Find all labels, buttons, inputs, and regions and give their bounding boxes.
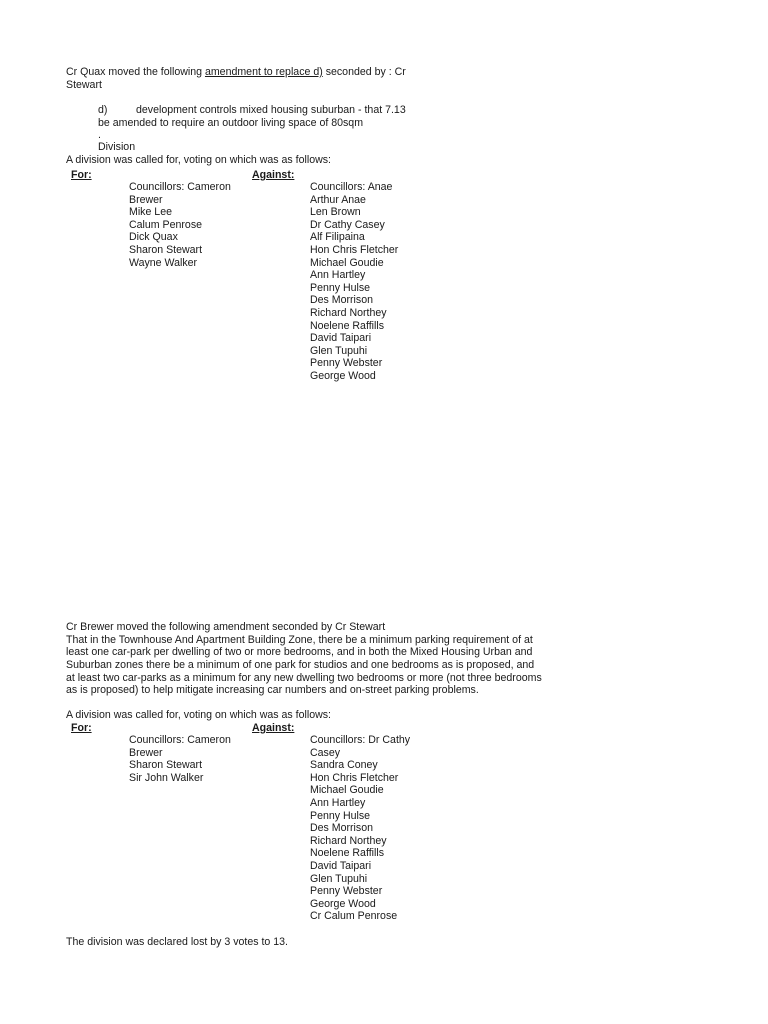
for-voter: Brewer — [129, 193, 163, 206]
motion-2-line: least one car-park per dwelling of two or more bedrooms, and in both the Mixed Housing Urban and — [66, 646, 533, 659]
motion-2-line: Cr Brewer moved the following amendment seconded by Cr Stewart — [66, 621, 386, 633]
against-label-2: Against: — [252, 722, 295, 734]
motion-1-line-1 — [66, 66, 406, 79]
for-voter: Councillors: Cameron — [129, 734, 231, 746]
against-voter: Len Brown — [310, 206, 361, 219]
for-voter: Sharon Stewart — [129, 759, 203, 772]
motion-1-line-2: Stewart — [66, 79, 102, 91]
division-result: The division was declared lost by 3 votes to 13. — [66, 936, 288, 948]
motion-2-paragraph — [66, 621, 566, 697]
against-voter: Councillors: Anae — [310, 181, 393, 193]
against-voter: Cr Calum Penrose — [310, 910, 398, 923]
division-called-1: A division was called for, voting on which was as follows: — [66, 154, 331, 166]
motion-2-line: as is proposed) to help mitigate increasing car numbers and on-street parking problems. — [66, 684, 479, 697]
against-voter: Penny Webster — [310, 885, 383, 898]
for-voter: Wayne Walker — [129, 256, 198, 269]
for-voter: Dick Quax — [129, 231, 178, 244]
for-voter: Sir John Walker — [129, 771, 204, 784]
against-voter: David Taipari — [310, 332, 372, 345]
against-voter: Ann Hartley — [310, 796, 366, 809]
against-voter: Alf Filipaina — [310, 231, 365, 244]
motion-1-prefix: Cr Quax moved the following — [66, 66, 205, 78]
against-voter: Hon Chris Fletcher — [310, 771, 399, 784]
against-voter: Penny Webster — [310, 357, 383, 370]
motion-2-line: at least two car-parks as a minimum for any new dwelling two bedrooms or more (not three bedrooms — [66, 671, 542, 684]
against-voter: Richard Northey — [310, 306, 387, 319]
item-text-line-1: development controls mixed housing suburban - that 7.13 — [136, 104, 406, 116]
for-label-2: For: — [71, 722, 92, 734]
against-voter: Des Morrison — [310, 294, 373, 307]
against-voter: David Taipari — [310, 859, 372, 872]
against-voter: Arthur Anae — [310, 193, 366, 206]
against-voter: Michael Goudie — [310, 784, 384, 797]
against-voter: Glen Tupuhi — [310, 344, 368, 357]
against-list-1 — [310, 181, 398, 383]
against-voter: Hon Chris Fletcher — [310, 243, 399, 256]
against-voter: George Wood — [310, 369, 376, 382]
against-voter: Casey — [310, 746, 341, 759]
against-voter: Glen Tupuhi — [310, 872, 368, 885]
against-label-1: Against: — [252, 169, 295, 181]
item-text-line-2: be amended to require an outdoor living space of 80sqm — [98, 117, 364, 129]
against-voter: Des Morrison — [310, 822, 373, 835]
against-voter: Noelene Raffills — [310, 319, 385, 332]
against-voter: Penny Hulse — [310, 809, 371, 822]
for-list-1 — [129, 181, 231, 269]
division-called-2: A division was called for, voting on which was as follows: — [66, 709, 331, 721]
against-voter: Penny Hulse — [310, 281, 371, 294]
motion-2-line: That in the Townhouse And Apartment Building Zone, there be a minimum parking requirement of at — [66, 633, 533, 646]
against-voter: Sandra Coney — [310, 759, 378, 772]
for-voter: Brewer — [129, 746, 163, 759]
motion-2-line: Suburban zones there be a minimum of one park for studios and one bedrooms as is proposed, and — [66, 659, 535, 672]
against-voter: Ann Hartley — [310, 269, 366, 282]
motion-1-underlined: amendment to replace d) — [204, 66, 323, 78]
for-voter: Councillors: Cameron — [129, 181, 231, 193]
against-voter: Councillors: Dr Cathy — [310, 734, 411, 746]
against-voter: George Wood — [310, 897, 376, 910]
against-voter: Richard Northey — [310, 834, 387, 847]
against-voter: Noelene Raffills — [310, 847, 385, 860]
against-list-2 — [310, 734, 410, 923]
for-voter: Mike Lee — [129, 206, 172, 219]
against-voter: Michael Goudie — [310, 256, 384, 269]
against-voter: Dr Cathy Casey — [310, 218, 385, 231]
item-division-label: Division — [98, 141, 136, 153]
for-list-2 — [129, 734, 231, 784]
for-label-1: For: — [71, 169, 92, 181]
item-dot: . — [98, 129, 101, 141]
motion-1-suffix: seconded by : Cr — [322, 66, 406, 78]
for-voter: Sharon Stewart — [129, 243, 203, 256]
item-label: d) — [98, 104, 108, 116]
for-voter: Calum Penrose — [129, 218, 203, 231]
